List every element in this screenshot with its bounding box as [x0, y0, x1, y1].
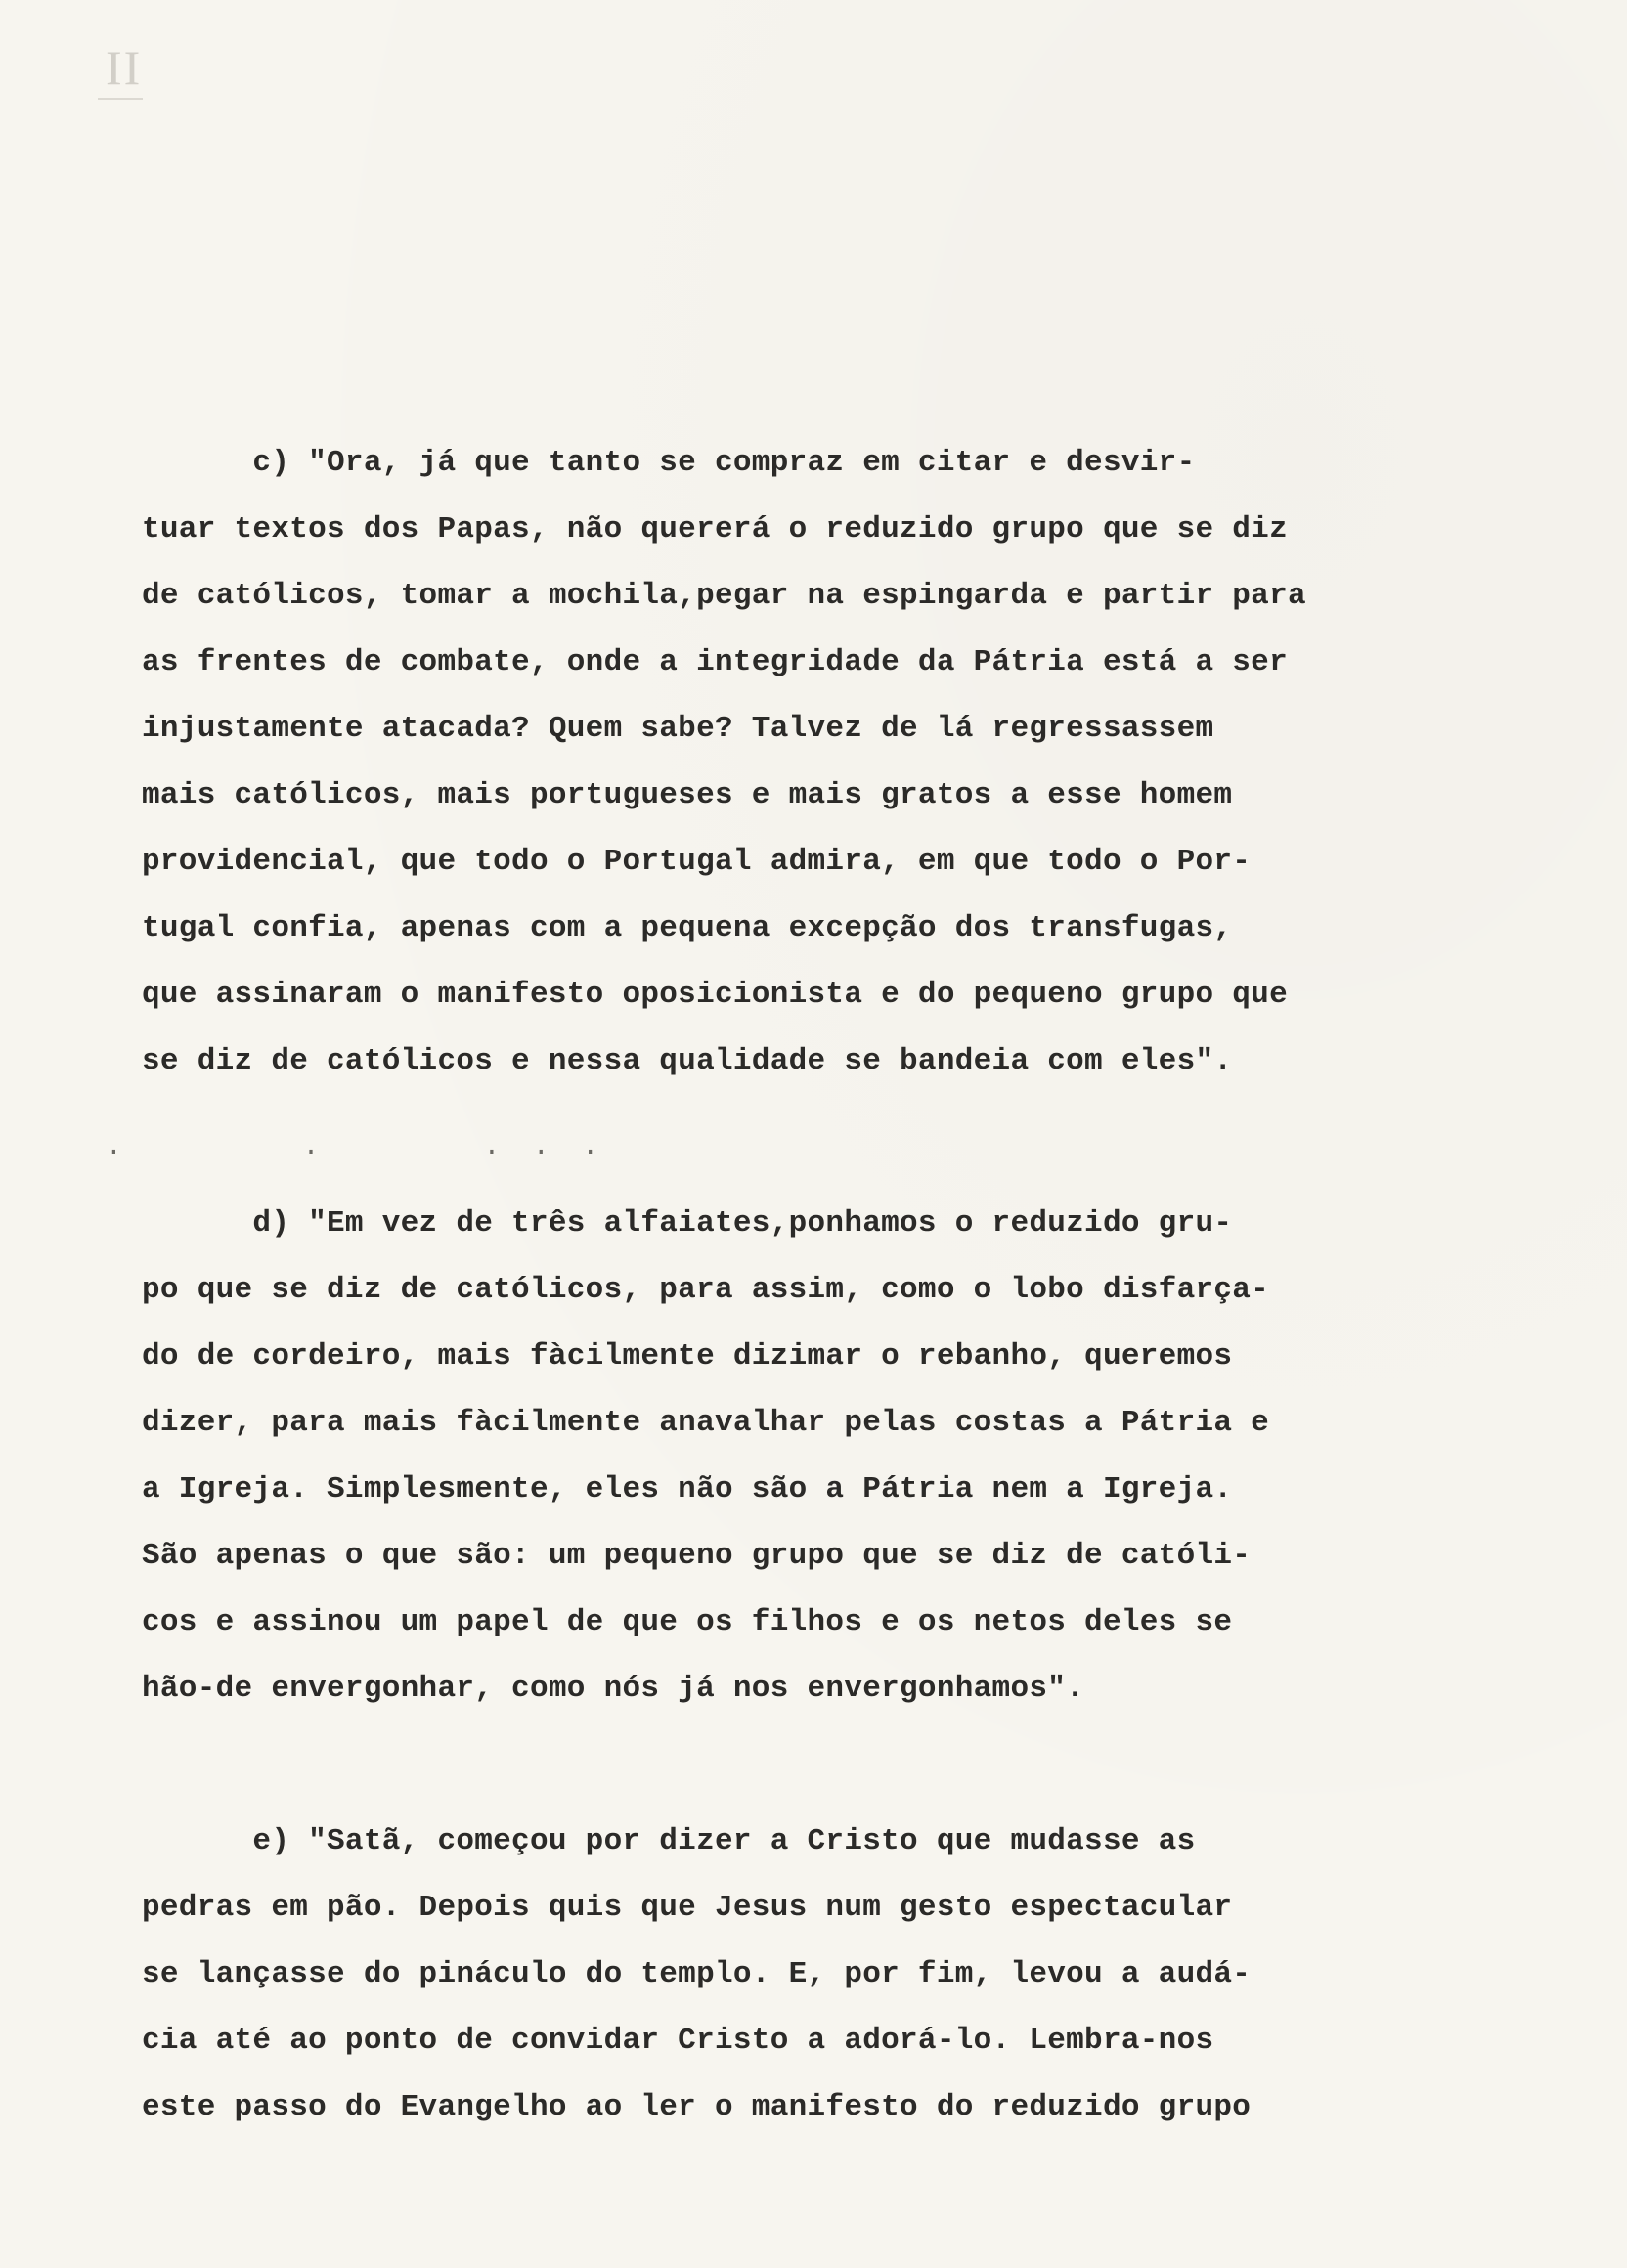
text-line: se lançasse do pináculo do templo. E, por fim, levou a audá-	[142, 1957, 1252, 1991]
page-number: II	[106, 40, 143, 95]
text-line: mais católicos, mais portugueses e mais gratos a esse homem	[142, 778, 1233, 812]
text-line: de católicos, tomar a mochila,pegar na espingarda e partir para	[142, 579, 1306, 613]
text-line: providencial, que todo o Portugal admira, em que todo o Por-	[142, 845, 1252, 879]
text-line: a Igreja. Simplesmente, eles não são a Pátria nem a Igreja.	[142, 1472, 1233, 1506]
text-line: dizer, para mais fàcilmente anavalhar pelas costas a Pátria e	[142, 1406, 1270, 1440]
text-line: cos e assinou um papel de que os filhos e os netos deles se	[142, 1605, 1233, 1639]
text-line: do de cordeiro, mais fàcilmente dizimar o rebanho, queremos	[142, 1339, 1233, 1374]
text-line: tuar textos dos Papas, não quererá o reduzido grupo que se diz	[142, 512, 1288, 546]
text-line: c) "Ora, já que tanto se compraz em citar e desvir-	[142, 446, 1196, 480]
text-line: São apenas o que são: um pequeno grupo que se diz de católi-	[142, 1539, 1252, 1573]
paragraph-c	[142, 430, 1403, 1095]
text-line: po que se diz de católicos, para assim, como o lobo disfarça-	[142, 1273, 1270, 1307]
paragraph-e	[142, 1809, 1403, 2141]
page-number-underline	[98, 98, 143, 100]
paragraph-d	[142, 1191, 1403, 1723]
text-line: tugal confia, apenas com a pequena excepção dos transfugas,	[142, 911, 1233, 945]
text-line: injustamente atacada? Quem sabe? Talvez de lá regressassem	[142, 712, 1214, 746]
text-line: d) "Em vez de três alfaiates,ponhamos o reduzido gru-	[142, 1206, 1233, 1241]
text-line: e) "Satã, começou por dizer a Cristo que mudasse as	[142, 1824, 1196, 1858]
text-line: pedras em pão. Depois quis que Jesus num gesto espectacular	[142, 1891, 1233, 1925]
text-line: que assinaram o manifesto oposicionista e do pequeno grupo que	[142, 978, 1288, 1012]
text-line: se diz de católicos e nessa qualidade se bandeia com eles".	[142, 1044, 1233, 1078]
text-line: cia até ao ponto de convidar Cristo a adorá-lo. Lembra-nos	[142, 2024, 1214, 2058]
text-line: as frentes de combate, onde a integridade da Pátria está a ser	[142, 645, 1288, 679]
dotted-separator: . . . . .	[106, 1132, 599, 1162]
text-line: este passo do Evangelho ao ler o manifesto do reduzido grupo	[142, 2090, 1252, 2124]
text-line: hão-de envergonhar, como nós já nos envergonhamos".	[142, 1672, 1085, 1706]
